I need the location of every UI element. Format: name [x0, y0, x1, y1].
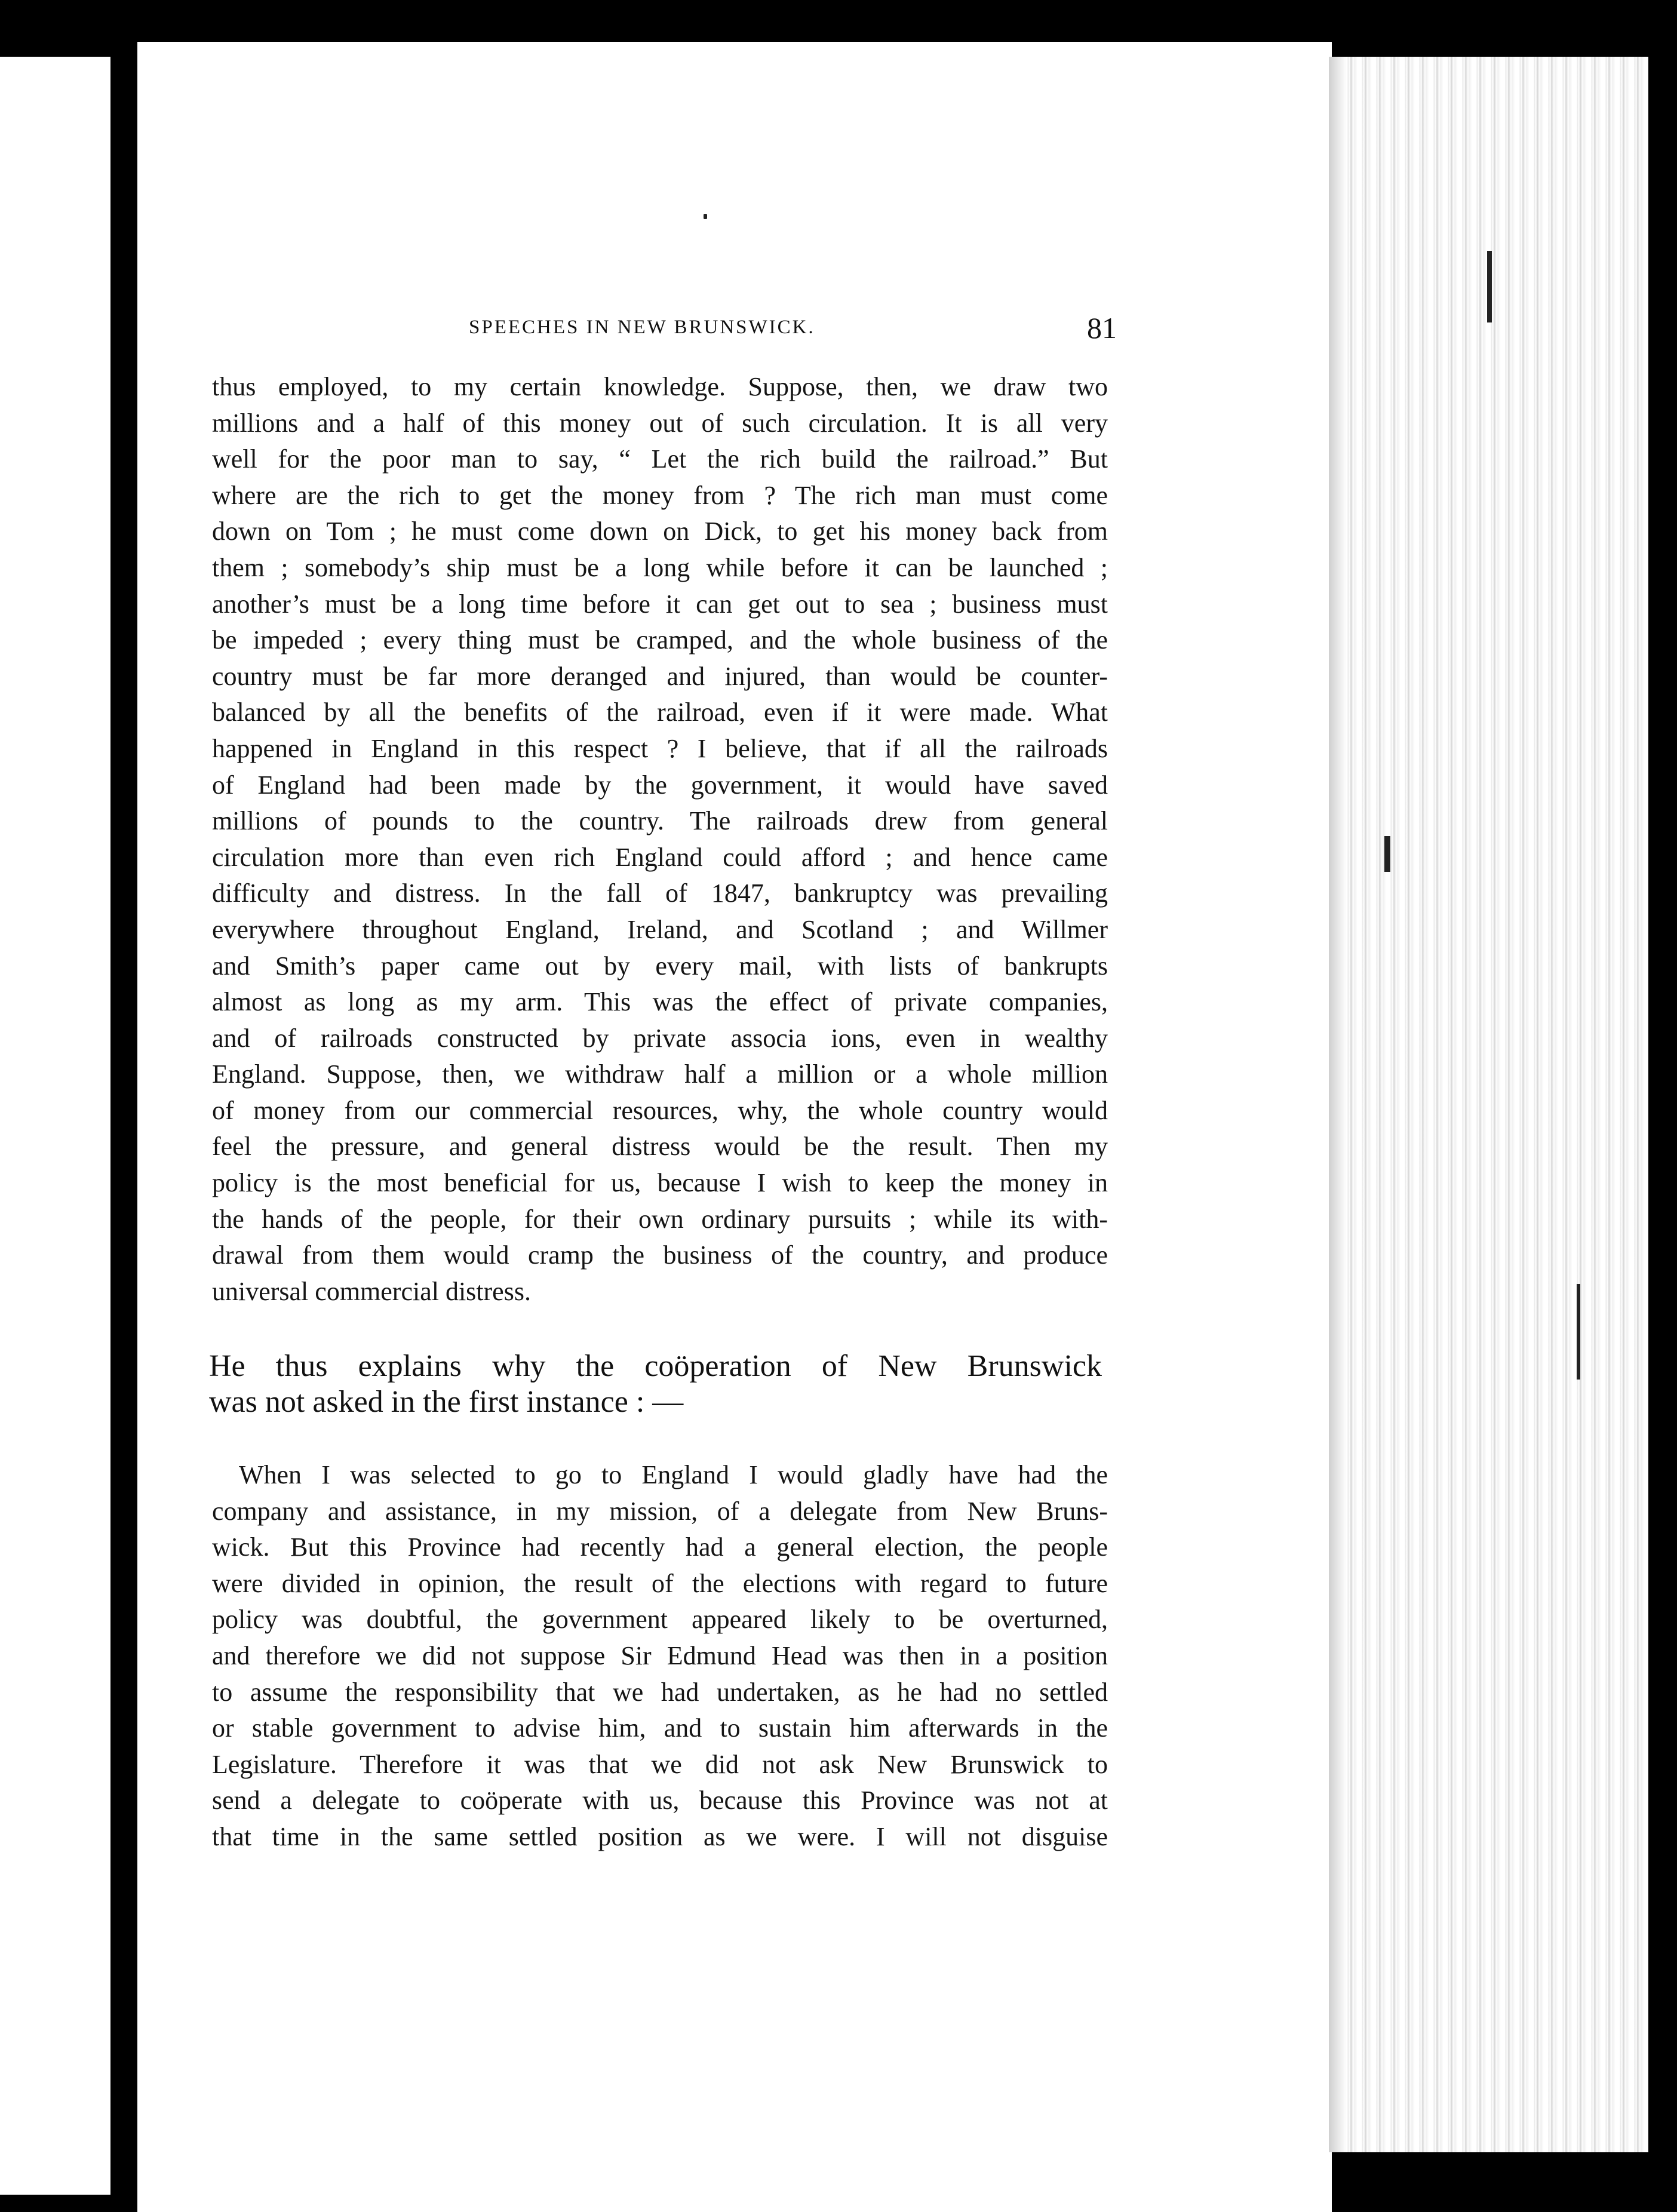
- text-line: of money from our commercial resources, why, the whole country would: [212, 1095, 1108, 1125]
- paragraph-1: [212, 369, 1108, 1310]
- section-heading: [209, 1348, 1102, 1420]
- heading-line: He thus explains why the coöperation of New Brunswick: [209, 1349, 1102, 1383]
- text-line: send a delegate to coöperate with us, because this Province was not at: [212, 1786, 1108, 1815]
- text-line: be impeded ; every thing must be cramped, and the whole business of the: [212, 625, 1108, 655]
- text-line: policy was doubtful, the government appeared likely to be overturned,: [212, 1605, 1108, 1635]
- text-line: circulation more than even rich England could afford ; and hence came: [212, 842, 1108, 872]
- text-line: well for the poor man to say, “ Let the rich build the railroad.” But: [212, 444, 1108, 474]
- book-gutter: [110, 48, 137, 2212]
- heading-line: was not asked in the first instance : —: [209, 1385, 684, 1419]
- edge-mark: [1577, 1284, 1580, 1380]
- text-line: Legislature. Therefore it was that we did not ask New Brunswick to: [212, 1749, 1108, 1779]
- text-line: millions of pounds to the country. The railroads drew from general: [212, 806, 1108, 836]
- text-line: When I was selected to go to England I would gladly have had the: [239, 1460, 1108, 1489]
- text-line: country must be far more deranged and injured, than would be counter-: [212, 661, 1108, 691]
- text-line: thus employed, to my certain knowledge. Suppose, then, we draw two: [212, 372, 1108, 401]
- edge-mark: [1384, 836, 1390, 872]
- text-line: universal commercial distress.: [212, 1276, 531, 1306]
- text-line: difficulty and distress. In the fall of 1847, bankruptcy was prevailing: [212, 878, 1108, 908]
- text-line: that time in the same settled position as we were. I will not disguise: [212, 1821, 1108, 1851]
- text-line: and Smith’s paper came out by every mail, with lists of bankrupts: [212, 951, 1108, 981]
- text-line: where are the rich to get the money from ? The rich man must come: [212, 480, 1108, 510]
- page-number: 81: [1087, 311, 1117, 345]
- text-line: the hands of the people, for their own ordinary pursuits ; while its with-: [212, 1204, 1108, 1234]
- text-line: were divided in opinion, the result of the elections with regard to future: [212, 1568, 1108, 1598]
- text-line: almost as long as my arm. This was the effect of private companies,: [212, 987, 1108, 1017]
- text-line: down on Tom ; he must come down on Dick, to get his money back from: [212, 517, 1108, 546]
- text-line: and of railroads constructed by private associa ions, even in wealthy: [212, 1023, 1108, 1053]
- facing-page-edge: [0, 57, 110, 2195]
- text-line: and therefore we did not suppose Sir Edmund Head was then in a position: [212, 1640, 1108, 1670]
- edge-mark: [1487, 251, 1492, 322]
- text-line: to assume the responsibility that we had undertaken, as he had no settled: [212, 1677, 1108, 1707]
- page-edge-shadow: [1329, 57, 1347, 2152]
- text-line: England. Suppose, then, we withdraw half a million or a whole million: [212, 1059, 1108, 1089]
- ink-speck: [704, 214, 707, 219]
- text-line: them ; somebody’s ship must be a long while before it can be launched ;: [212, 552, 1108, 582]
- page-header: [469, 311, 1123, 352]
- running-head: SPEECHES IN NEW BRUNSWICK.: [469, 317, 815, 338]
- text-line: feel the pressure, and general distress would be the result. Then my: [212, 1132, 1108, 1162]
- text-line: millions and a half of this money out of such circulation. It is all very: [212, 408, 1108, 438]
- text-line: another’s must be a long time before it can get out to sea ; business must: [212, 589, 1108, 619]
- text-line: drawal from them would cramp the business of the country, and produce: [212, 1240, 1108, 1270]
- text-line: everywhere throughout England, Ireland, and Scotland ; and Willmer: [212, 914, 1108, 944]
- paragraph-2: [212, 1457, 1108, 1855]
- text-line: happened in England in this respect ? I believe, that if all the railroads: [212, 733, 1108, 763]
- text-line: or stable government to advise him, and to sustain him afterwards in the: [212, 1713, 1108, 1743]
- text-line: wick. But this Province had recently had a general election, the people: [212, 1532, 1108, 1562]
- text-line: company and assistance, in my mission, of a delegate from New Bruns-: [212, 1496, 1108, 1526]
- text-line: of England had been made by the government, it would have saved: [212, 770, 1108, 800]
- text-line: policy is the most beneficial for us, because I wish to keep the money in: [212, 1168, 1108, 1198]
- page-block-edge: [1329, 57, 1648, 2152]
- text-line: balanced by all the benefits of the railroad, even if it were made. What: [212, 698, 1108, 727]
